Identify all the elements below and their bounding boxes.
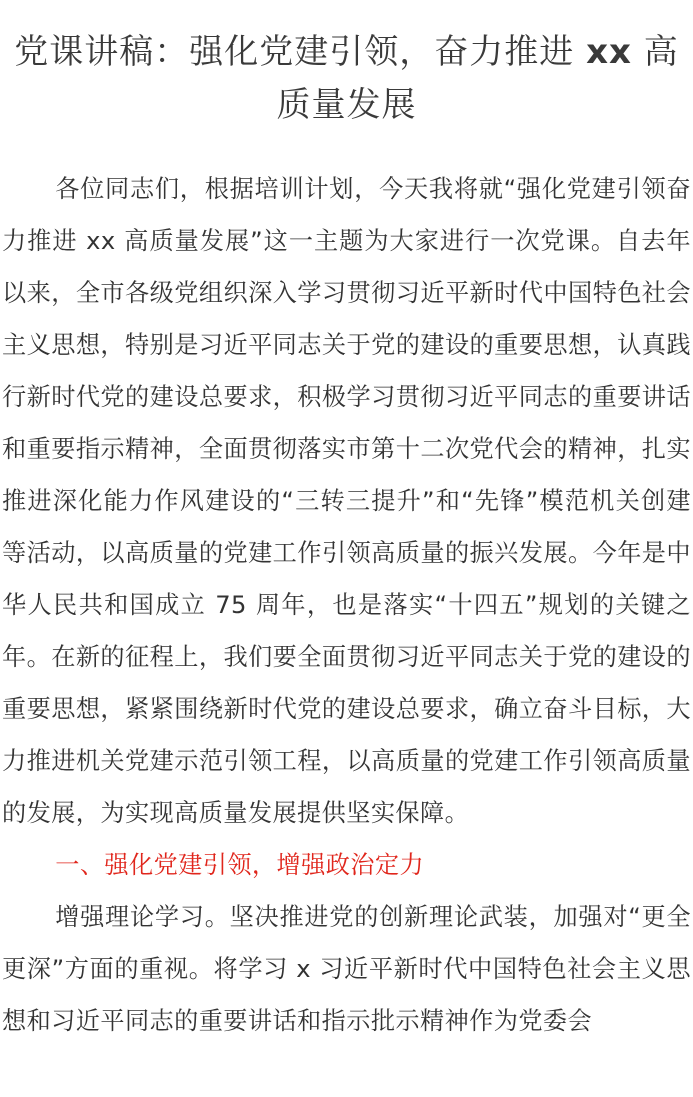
section-paragraph: 增强理论学习。坚决推进党的创新理论武装，加强对“更全更深”方面的重视。将学习 x 习近平新时代中国特色社会主义思想和习近平同志的重要讲话和指示批示精神作为党委会 [2, 903, 691, 1035]
title-text-before: 党课讲稿：强化党建引领，奋力推进 [14, 32, 587, 72]
document-body [0, 163, 693, 1047]
title-text-after: 高质量发展 [276, 32, 679, 125]
intro-paragraph: 各位同志们，根据培训计划，今天我将就“强化党建引领奋力推进 xx 高质量发展”这一主题为大家进行一次党课。自去年以来，全市各级党组织深入学习贯彻习近平新时代中国特色社会主义思想，特别是习近平同志关于党的建设的重要思想，认真践行新时代党的建设总要求，积极学习贯彻习近平同志的重要讲话和重要指示精神，全面贯彻落实市第十二次党代会的精神，扎实推进深化能力作风建设的“三转三提升”和“先锋”模范机关创建等活动，以高质量的党建工作引领高质量的振兴发展。今年是中华人民共和国成立 75 周年，也是落实“十四五”规划的关键之年。在新的征程上，我们要全面贯彻习近平同志关于党的建设的重要思想，紧紧围绕新时代党的建设总要求，确立奋斗目标，大力推进机关党建示范引领工程，以高质量的党建工作引领高质量的发展，为实现高质量发展提供坚实保障。 [2, 175, 691, 827]
document-title [0, 26, 693, 132]
section-heading: 一、强化党建引领，增强政治定力 [55, 851, 425, 879]
title-text-bold: xx [586, 32, 632, 72]
